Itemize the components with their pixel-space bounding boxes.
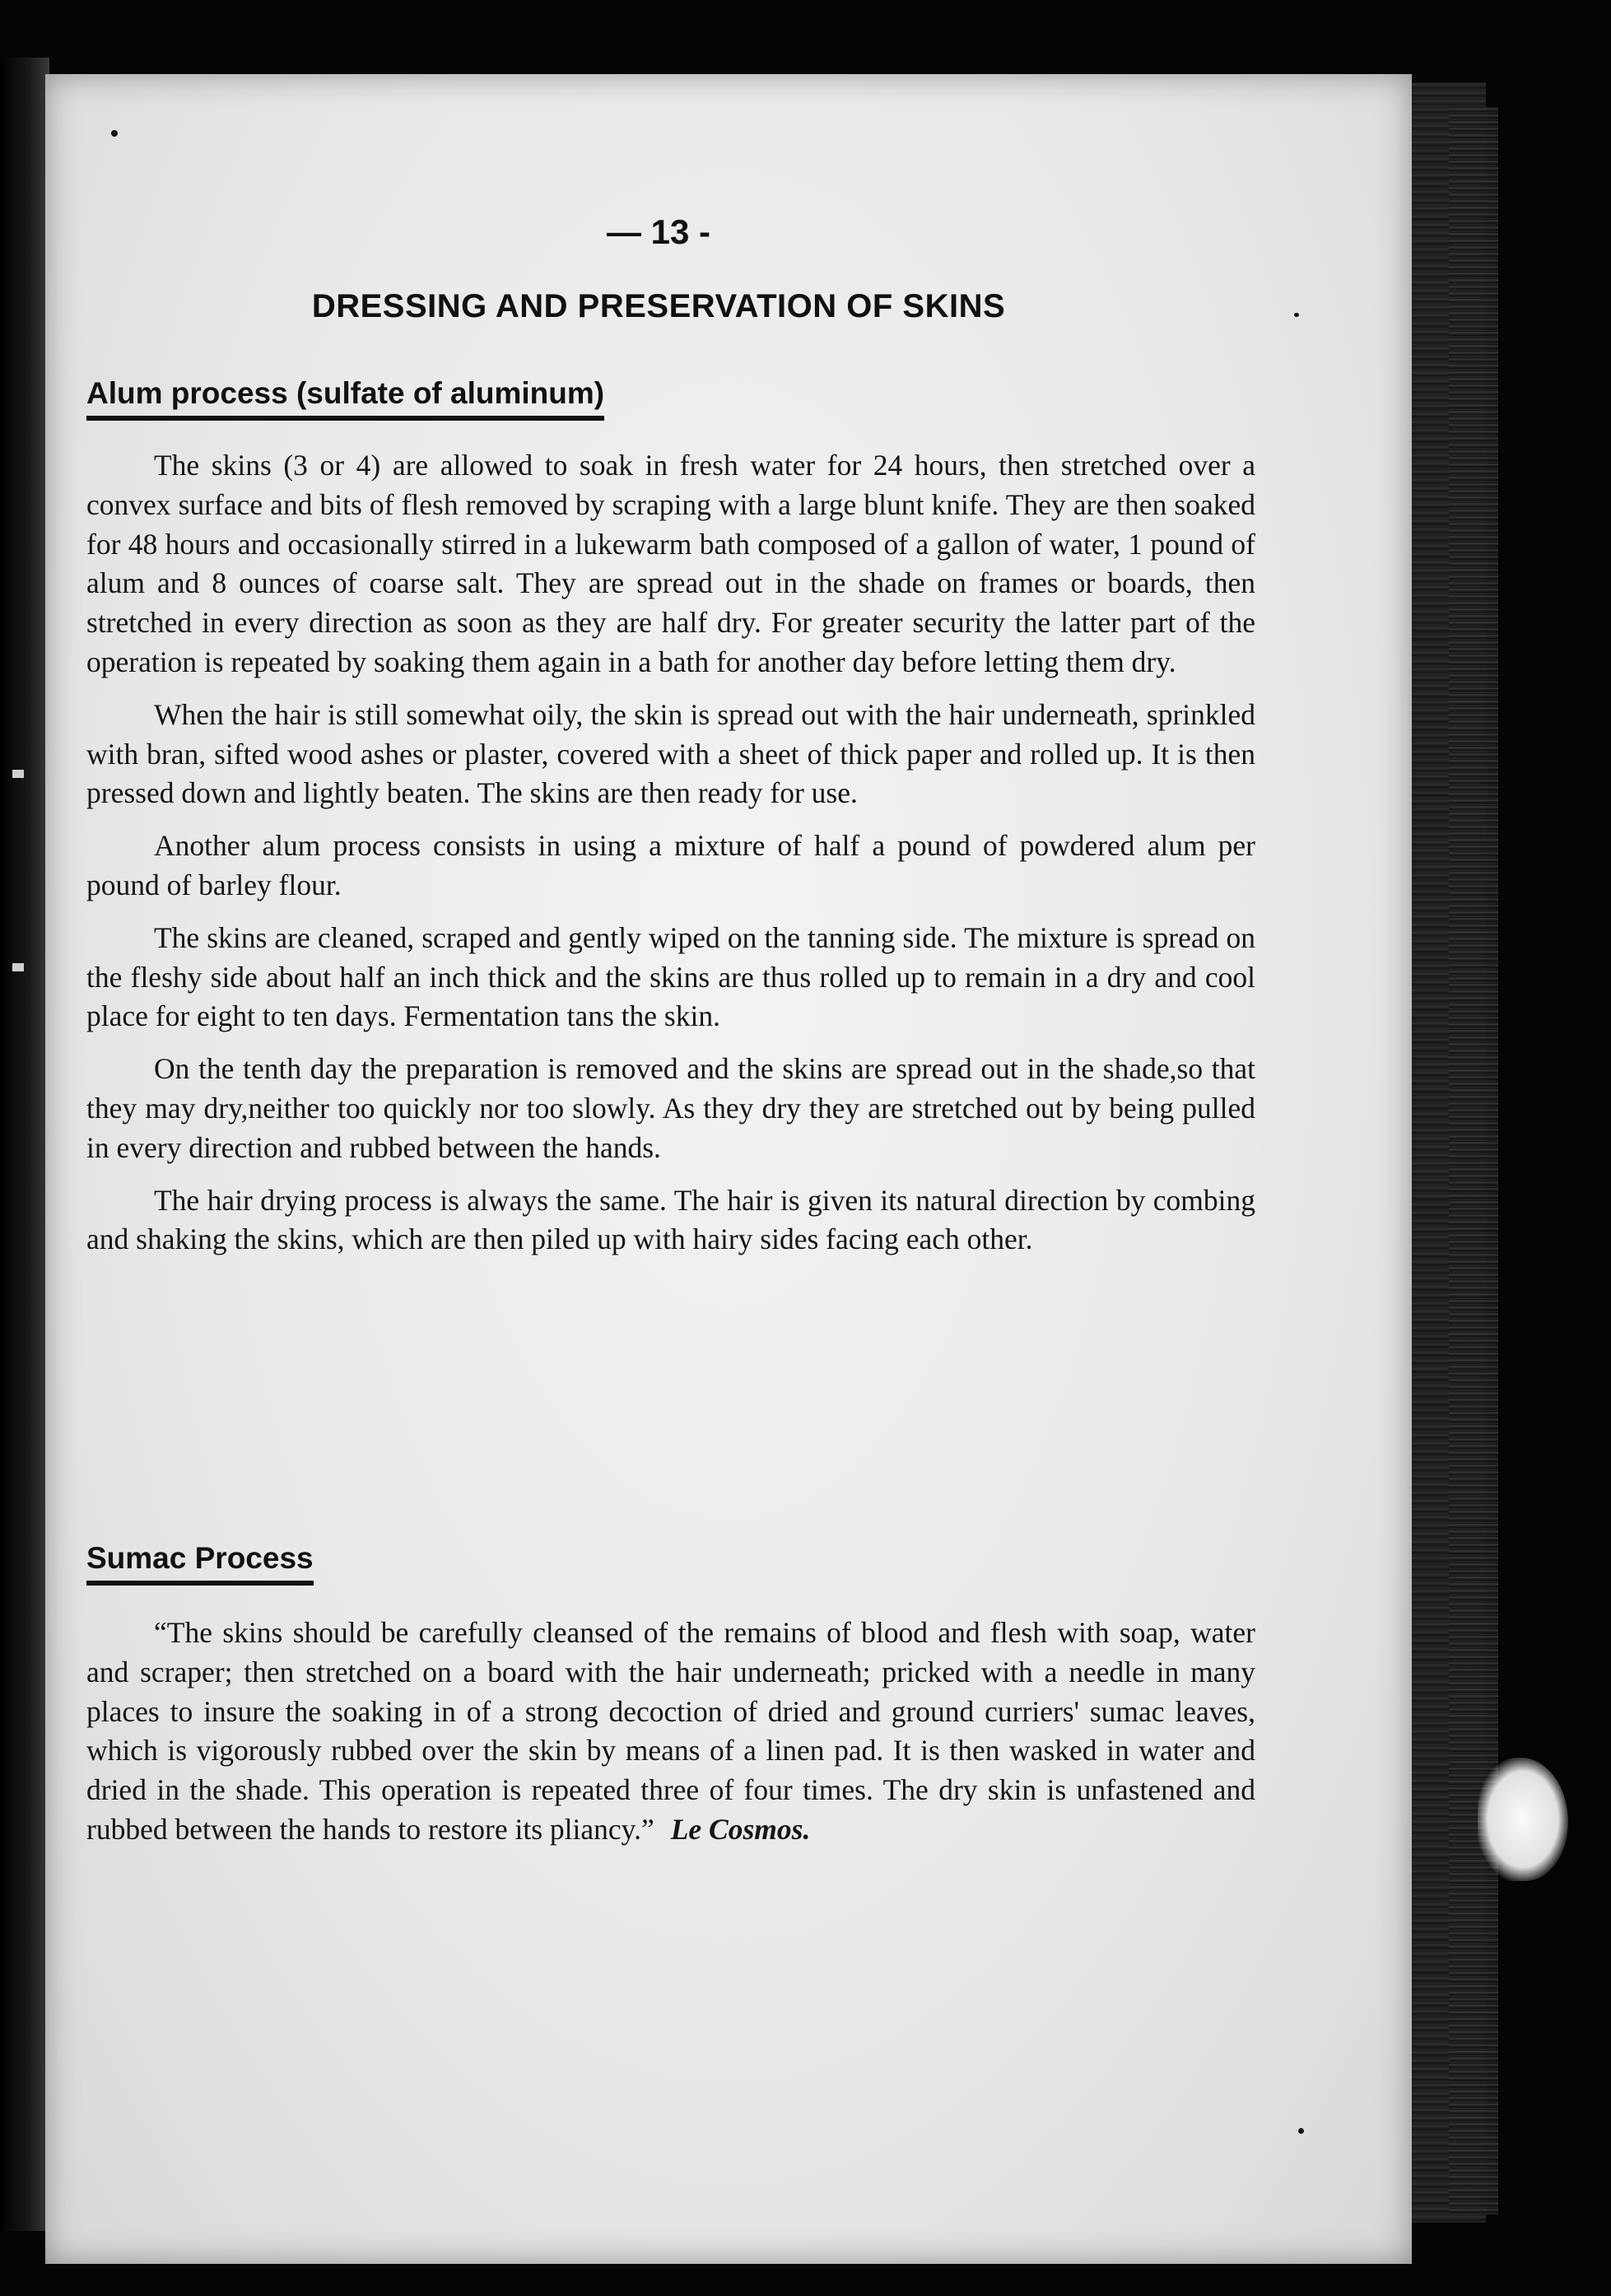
paragraph: Another alum process consists in using a mixture of half a pound of powdered alum per pound of barley flour. (86, 829, 1255, 901)
paragraph: When the hair is still somewhat oily, the skin is spread out with the hair underneath, sprinkled with bran, sifted wood ashes or plaster, covered with a sheet of thick paper and rolled up. It is then pressed down and lightly beaten. The skins are then ready for use. (86, 697, 1255, 810)
section-heading-sumac-process: Sumac Process (86, 1541, 314, 1586)
sumac-process-text (86, 1614, 1255, 1863)
dust-speck (1294, 313, 1299, 317)
page-title: DRESSING AND PRESERVATION OF SKINS (311, 288, 1006, 324)
paragraph: The skins (3 or 4) are allowed to soak in fresh water for 24 hours, then stretched over a convex surface and bits of flesh removed by scraping with a large blunt knife. They are then soaked for 48 hours and occasionally stirred in a lukewarm bath composed of a gallon of water, 1 pound of alum and 8 ounces of coarse salt. They are spread out in the shade on frames or boards, then stretched in every direction as soon as they are half dry. For greater security the latter part of the operation is repeated by soaking them again in a bath for another day before letting them dry. (86, 449, 1255, 678)
alum-process-text (86, 446, 1255, 1273)
dust-speck (1298, 2128, 1304, 2134)
quote-text: “The skins should be carefully cleansed of the remains of blood and flesh with soap, water and scraper; then stretched on a board with the hair underneath; pricked with a needle in many places to insure the soaking in of a strong decoction of dried and ground curriers' sumac leaves, which is vigorously rubbed over the skin by means of a linen pad. It is then wasked in water and dried in the shade. This operation is repeated three of four times. The dry skin is unfastened and rubbed between the hands to restore its pliancy.” (86, 1616, 1255, 1846)
book-binding (1449, 107, 1498, 2214)
paragraph: On the tenth day the preparation is removed and the skins are spread out in the shade,so that they may dry,neither too quickly nor too slowly. As they dry they are stretched out by being pulled in every direction and rubbed between the hands. (86, 1052, 1255, 1164)
scan-mark (12, 770, 24, 778)
paragraph (86, 1614, 1255, 1850)
attribution: Le Cosmos. (670, 1812, 811, 1846)
page-number: — 13 - (606, 212, 711, 251)
paragraph: The skins are cleaned, scraped and gently wiped on the tanning side. The mixture is spread on the fleshy side about half an inch thick and the skins are thus rolled up to remain in a dry and cool place for eight to ten days. Fermentation tans the skin. (86, 920, 1255, 1033)
paragraph: The hair drying process is always the same. The hair is given its natural direction by combing and shaking the skins, which are then piled up with hairy sides facing each other. (86, 1183, 1255, 1256)
scan-left-edge (0, 58, 49, 2231)
section-heading-alum-process: Alum process (sulfate of aluminum) (86, 376, 604, 421)
scan-mark (12, 963, 24, 971)
dust-speck (111, 130, 118, 137)
